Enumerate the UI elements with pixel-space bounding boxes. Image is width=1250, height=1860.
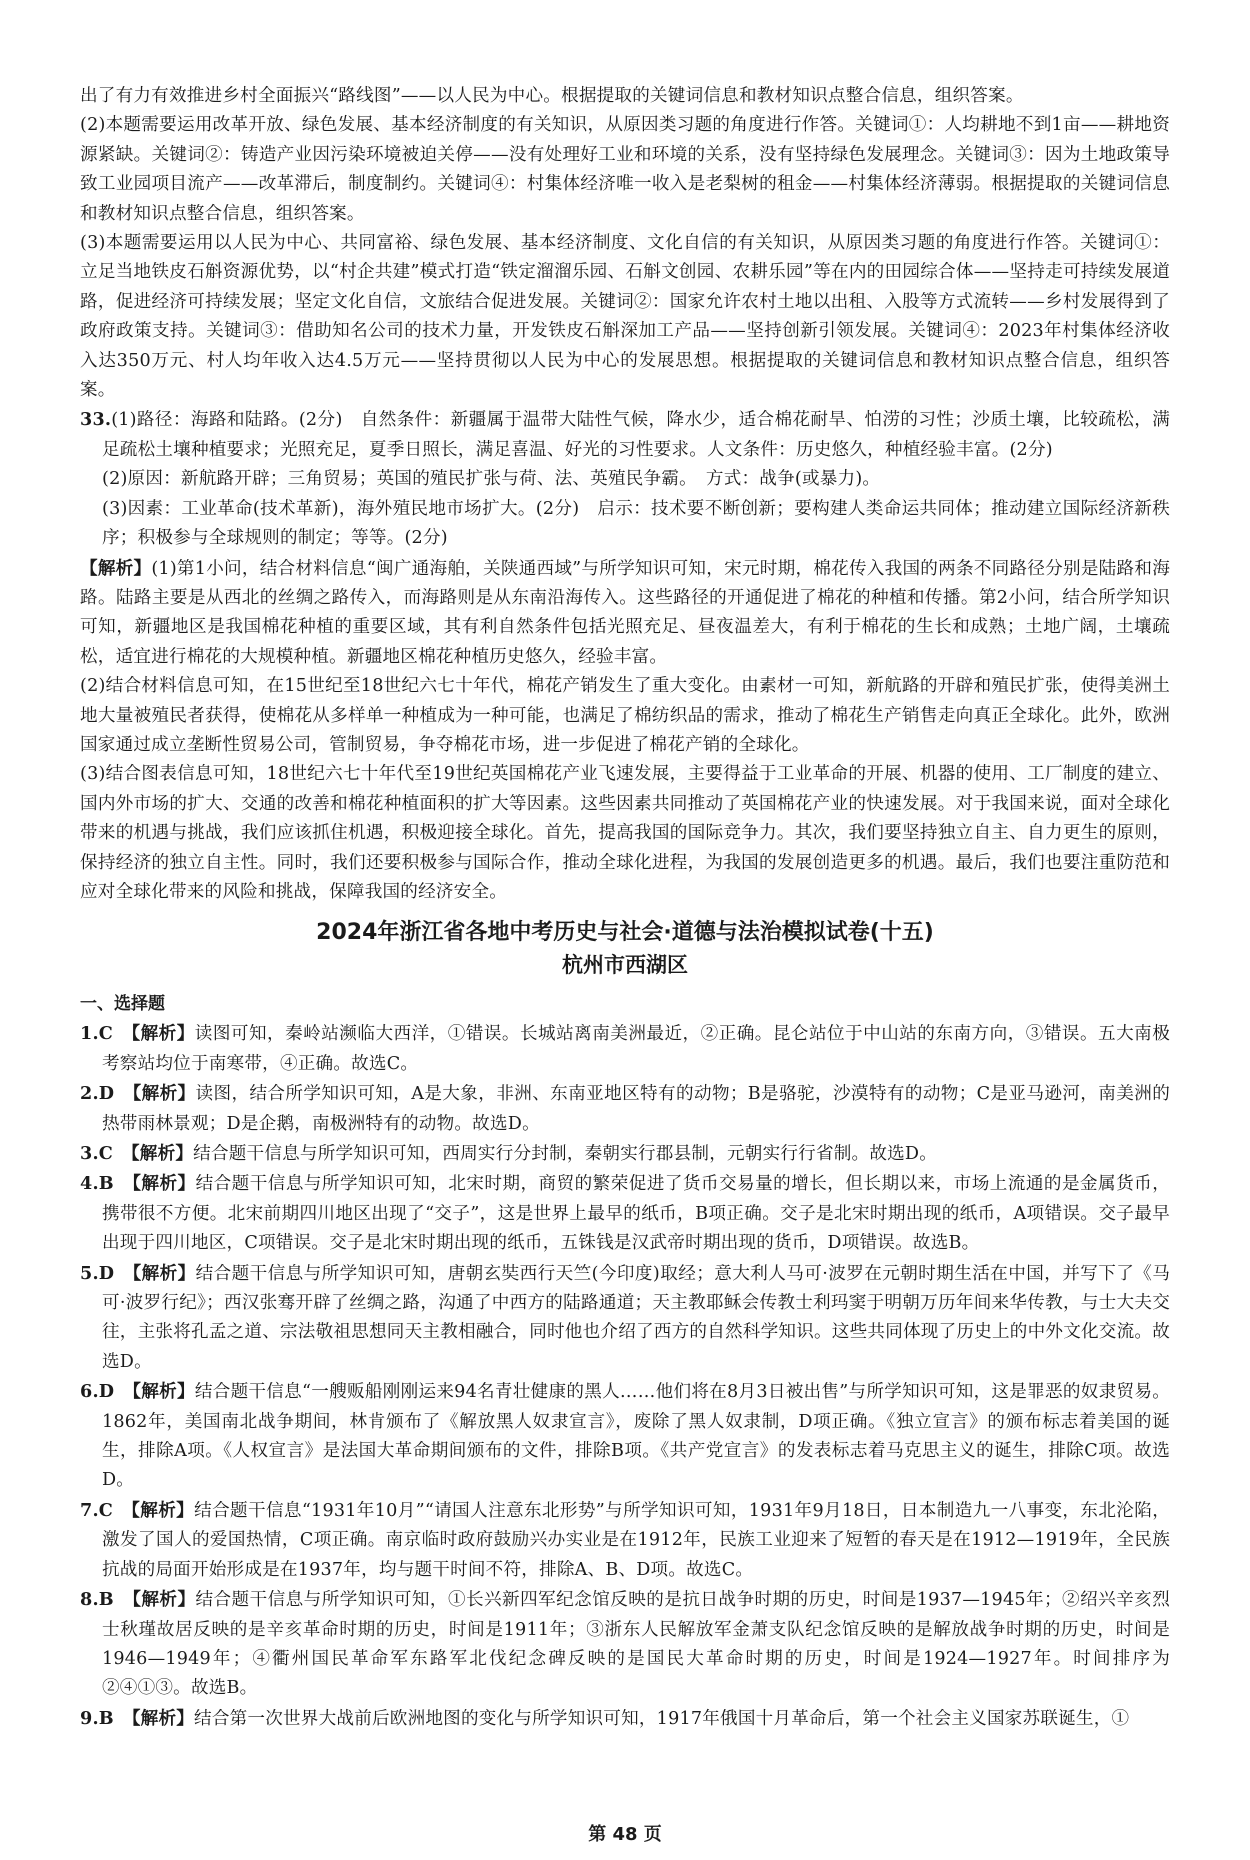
answer-letter: D: [98, 1262, 115, 1284]
explanation-text: 结合题干信息“1931年10月”“请国人注意东北形势”与所学知识可知，1931年9月18日，日本制造九一八事变，东北沦陷，激发了国人的爱国热情，C项正确。南京临时政府鼓励兴办实业是在1912年，民族工业迎来了短暂的春天是在1912—1919年，全民族抗战的局面开始形成是在1937年，均与题干时间不符，排除A、B、D项。故选C。: [102, 1500, 1171, 1580]
question-number: 4.: [80, 1173, 99, 1195]
answer-item: [80, 1259, 1170, 1378]
prev-paragraph: (2)本题需要运用改革开放、绿色发展、基本经济制度的有关知识，从原因类习题的角度进行作答。关键词①：人均耕地不到1亩——耕地资源紧缺。关键词②：铸造产业因污染环境被迫关停——没有处理好工业和环境的关系，没有坚持绿色发展理念。关键词③：因为土地政策导致工业园项目流产——改革滞后，制度制约。关键词④：村集体经济唯一收入是老梨树的租金——村集体经济薄弱。根据提取的关键词信息和教材知识点整合信息，组织答案。: [80, 115, 1170, 224]
answer-item: [80, 1139, 1170, 1169]
answer-item: [80, 1585, 1170, 1704]
q33-answer-2: (2)原因：新航路开辟；三角贸易；英国的殖民扩张与荷、法、英殖民争霸。 方式：战争(或暴力)。: [102, 469, 881, 490]
question-number: 8.: [80, 1589, 99, 1611]
analysis-tag: 【解析】: [132, 1083, 196, 1105]
q33-explanation-2: (2)结合材料信息可知，在15世纪至18世纪六七十年代，棉花产销发生了重大变化。由素材一可知，新航路的开辟和殖民扩张，使得美洲土地大量被殖民者获得，使棉花从多样单一种植成为一种可能，也满足了棉纺织品的需求，推动了棉花生产销售走向真正全球化。此外，欧洲国家通过成立垄断性贸易公司，管制贸易，争夺棉花市场，进一步促进了棉花产销的全球化。: [80, 676, 1170, 755]
explanation-text: 结合题干信息与所学知识可知，①长兴新四军纪念馆反映的是抗日战争时期的历史，时间是1937—1945年；②绍兴辛亥烈士秋瑾故居反映的是辛亥革命时期的历史，时间是1911年；③浙东人民解放军金萧支队纪念馆反映的是解放战争时期的历史，时间是1946—1949年；④衢州国民革命军东路军北伐纪念碑反映的是国民大革命时期的历史，时间是1924—1927年。时间排序为②④①③。故选B。: [102, 1590, 1170, 1699]
explanation-text: 读图可知，秦岭站濒临大西洋，①错误。长城站离南美洲最近，②正确。昆仑站位于中山站的东南方向，③错误。五大南极考察站均位于南寒带，④正确。故选C。: [102, 1024, 1170, 1074]
analysis-tag: 【解析】: [80, 557, 152, 579]
answer-item: [80, 1019, 1170, 1079]
explanation-text: 结合第一次世界大战前后欧洲地图的变化与所学知识可知，1917年俄国十月革命后，第一个社会主义国家苏联诞生，①: [194, 1708, 1130, 1729]
exam-heading: [80, 917, 1170, 981]
q33-answer-1: [80, 405, 1170, 465]
exam-title: 2024年浙江省各地中考历史与社会·道德与法治模拟试卷(十五): [316, 920, 934, 946]
explanation-text: (1)第1小问，结合材料信息“闽广通海舶，关陕通西域”与所学知识可知，宋元时期，棉花传入我国的两条不同路径分别是陆路和海路。陆路主要是从西北的丝绸之路传入，而海路则是从东南沿海传入。这些路径的开通促进了棉花的种植和传播。第2小问，结合所学知识可知，新疆地区是我国棉花种植的重要区域，其有利自然条件包括光照充足、昼夜温差大，有利于棉花的生长和成熟；土地广阔，土壤疏松，适宜进行棉花的大规模种植。新疆地区棉花种植历史悠久，经验丰富。: [80, 558, 1170, 667]
question-number: 1.: [80, 1023, 99, 1045]
question-number: 6.: [80, 1381, 99, 1403]
answer-item: [80, 1169, 1170, 1258]
answer-letter: C: [98, 1499, 113, 1521]
explanation-text: 结合题干信息与所学知识可知，西周实行分封制，秦朝实行郡县制，元朝实行行省制。故选D。: [193, 1144, 938, 1164]
answer-text: (1)路径：海路和陆路。(2分) 自然条件：新疆属于温带大陆性气候，降水少，适合棉花耐旱、怕涝的习性；沙质土壤，比较疏松，满足疏松土壤种植要求；光照充足，夏季日照长，满足喜温、好光的习性要求。人文条件：历史悠久，种植经验丰富。(2分): [102, 410, 1170, 460]
answer-letter: B: [98, 1173, 114, 1195]
question-number: 2.: [80, 1083, 99, 1105]
explanation-text: 结合题干信息与所学知识可知，北宋时期，商贸的繁荣促进了货币交易量的增长，但长期以来，市场上流通的是金属货币，携带很不方便。北宋前期四川地区出现了“交子”，这是世界上最早的纸币，B项正确。交子是北宋时期出现的纸币，A项错误。交子最早出现于四川地区，C项错误。交子是北宋时期出现的纸币，五铢钱是汉武帝时期出现的货币，D项错误。故选B。: [102, 1174, 1170, 1254]
question-number: 9.: [80, 1707, 99, 1729]
answer-item: [80, 1704, 1170, 1734]
analysis-tag: 【解析】: [131, 1499, 195, 1521]
q33-answer-3: (3)因素：工业革命(技术革新)，海外殖民地市场扩大。(2分) 启示：技术要不断创新；要构建人类命运共同体；推动建立国际经济新秩序；积极参与全球规则的制定；等等。(2分): [102, 498, 1170, 549]
analysis-tag: 【解析】: [131, 1023, 195, 1045]
analysis-tag: 【解析】: [132, 1589, 196, 1611]
section-heading: 一、选择题: [80, 994, 165, 1015]
answer-letter: B: [98, 1707, 114, 1729]
analysis-tag: 【解析】: [132, 1262, 196, 1284]
answer-item: [80, 1079, 1170, 1139]
answer-letter: B: [98, 1589, 114, 1611]
page-content: [80, 82, 1170, 1734]
analysis-tag: 【解析】: [130, 1143, 194, 1164]
answer-letter: D: [98, 1381, 115, 1403]
answer-letter: C: [98, 1143, 113, 1164]
answer-letter: C: [98, 1023, 113, 1045]
q33-explanation-3: (3)结合图表信息可知，18世纪六七十年代至19世纪英国棉花产业飞速发展，主要得益于工业革命的开展、机器的使用、工厂制度的建立、国内外市场的扩大、交通的改善和棉花种植面积的扩大等因素。这些因素共同推动了英国棉花产业的快速发展。对于我国来说，面对全球化带来的机遇与挑战，我们应该抓住机遇，积极迎接全球化。首先，提高我国的国际竞争力。其次，我们要坚持独立自主、自力更生的原则，保持经济的独立自主性。同时，我们还要积极参与国际合作，推动全球化进程，为我国的发展创造更多的机遇。最后，我们也要注重防范和应对全球化带来的风险和挑战，保障我国的经济安全。: [80, 764, 1170, 902]
explanation-text: 结合题干信息“一艘贩船刚刚运来94名青壮健康的黑人……他们将在8月3日被出售”与所学知识可知，这是罪恶的奴隶贸易。1862年，美国南北战争期间，林肯颁布了《解放黑人奴隶宣言》，废除了黑人奴隶制，D项正确。《独立宣言》的颁布标志着美国的诞生，排除A项。《人权宣言》是法国大革命期间颁布的文件，排除B项。《共产党宣言》的发表标志着马克思主义的诞生，排除C项。故选D。: [102, 1382, 1170, 1491]
prev-paragraph: (3)本题需要运用以人民为中心、共同富裕、绿色发展、基本经济制度、文化自信的有关知识，从原因类习题的角度进行作答。关键词①：立足当地铁皮石斛资源优势，以“村企共建”模式打造“铁定溜溜乐园、石斛文创园、农耕乐园”等在内的田园综合体——坚持走可持续发展道路，促进经济可持续发展；坚定文化自信，文旅结合促进发展。关键词②：国家允许农村土地以出租、入股等方式流转——乡村发展得到了政府政策支持。关键词③：借助知名公司的技术力量，开发铁皮石斛深加工产品——坚持创新引领发展。关键词④：2023年村集体经济收入达350万元、村人均年收入达4.5万元——坚持贯彻以人民为中心的发展思想。根据提取的关键词信息和教材知识点整合信息，组织答案。: [80, 233, 1170, 401]
q33-explanation-1: [80, 554, 1170, 673]
exam-subtitle: 杭州市西湖区: [562, 953, 688, 978]
explanation-text: 结合题干信息与所学知识可知，唐朝玄奘西行天竺(今印度)取经；意大利人马可·波罗在元朝时期生活在中国，并写下了《马可·波罗行纪》；西汉张骞开辟了丝绸之路，沟通了中西方的陆路通道；天主教耶稣会传教士利玛窦于明朝万历年间来华传教，与士大夫交往，主张将孔孟之道、宗法敬祖思想同天主教相融合，同时他也介绍了西方的自然科学知识。这些共同体现了历史上的中外文化交流。故选D。: [102, 1263, 1170, 1372]
answer-item: [80, 1377, 1170, 1496]
question-number: 5.: [80, 1262, 99, 1284]
question-number: 3.: [80, 1143, 99, 1164]
question-number: 7.: [80, 1499, 99, 1521]
prev-paragraph: 出了有力有效推进乡村全面振兴“路线图”——以人民为中心。根据提取的关键词信息和教材知识点整合信息，组织答案。: [80, 86, 1024, 106]
explanation-text: 读图，结合所学知识可知，A是大象，非洲、东南亚地区特有的动物；B是骆驼，沙漠特有的动物；C是亚马逊河，南美洲的热带雨林景观；D是企鹅，南极洲特有的动物。故选D。: [102, 1084, 1170, 1134]
analysis-tag: 【解析】: [132, 1173, 196, 1195]
question-number: 33.: [80, 409, 112, 431]
page-number: 第 48 页: [588, 1824, 662, 1845]
analysis-tag: 【解析】: [132, 1381, 195, 1403]
answer-item: [80, 1496, 1170, 1585]
analysis-tag: 【解析】: [131, 1707, 195, 1729]
answer-letter: D: [98, 1083, 115, 1105]
